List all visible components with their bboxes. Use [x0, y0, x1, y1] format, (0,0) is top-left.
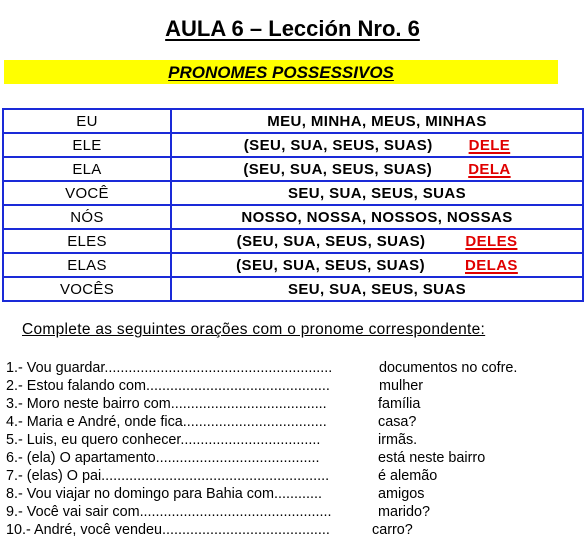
- list-item: [6, 485, 581, 503]
- subtitle: PRONOMES POSSESSIVOS: [168, 63, 394, 82]
- list-item: [6, 413, 581, 431]
- list-item: [6, 521, 581, 539]
- exercise-prompt: 3.- Moro neste bairro com.......................................: [6, 396, 327, 412]
- exercise-answer: mulher: [379, 378, 423, 394]
- forms-cell: [171, 109, 583, 133]
- subject-cell: ELES: [3, 229, 171, 253]
- exercise-prompt: 2.- Estou falando com..............................................: [6, 378, 330, 394]
- list-item: [6, 467, 581, 485]
- forms-text: MEU, MINHA, MEUS, MINHAS: [267, 112, 487, 130]
- forms-cell: [171, 229, 583, 253]
- exercise-prompt: 10.- André, você vendeu..........................................: [6, 522, 330, 538]
- page-title: AULA 6 – Lección Nro. 6: [165, 16, 420, 41]
- exercise-answer: está neste bairro: [378, 450, 486, 466]
- forms-text: (SEU, SUA, SEUS, SUAS): [236, 256, 425, 274]
- table-row: [3, 109, 583, 133]
- table-row: [3, 157, 583, 181]
- exercise-answer: amigos: [378, 486, 425, 502]
- forms-text: SEU, SUA, SEUS, SUAS: [287, 184, 467, 202]
- exercise-answer: documentos no cofre.: [379, 360, 518, 376]
- exercise-answer: família: [378, 396, 421, 412]
- forms-cell: [171, 133, 583, 157]
- pronoun-table: [2, 108, 584, 302]
- forms-text: SEU, SUA, SEUS, SUAS: [287, 280, 467, 298]
- exercise-prompt: 1.- Vou guardar.........................................................: [6, 360, 333, 376]
- extra-form: DELE: [468, 136, 511, 154]
- subtitle-banner: [4, 60, 558, 84]
- list-item: [6, 503, 581, 521]
- exercise-prompt: 6.- (ela) O apartamento.........................................: [6, 450, 320, 466]
- exercise-answer: marido?: [378, 504, 430, 520]
- forms-text: (SEU, SUA, SEUS, SUAS): [243, 160, 433, 178]
- subject-cell: NÓS: [3, 205, 171, 229]
- extra-form: DELA: [468, 160, 511, 178]
- forms-cell: [171, 253, 583, 277]
- subject-cell: ELE: [3, 133, 171, 157]
- table-row: [3, 253, 583, 277]
- forms-text: (SEU, SUA, SEUS, SUAS): [236, 232, 426, 250]
- subject-cell: ELAS: [3, 253, 171, 277]
- exercise-answer: casa?: [378, 414, 417, 430]
- exercise-prompt: 8.- Vou viajar no domingo para Bahia com............: [6, 486, 322, 502]
- exercise-prompt: 5.- Luis, eu quero conhecer...................................: [6, 432, 321, 448]
- table-row: [3, 205, 583, 229]
- exercise-prompt: 4.- Maria e André, onde fica....................................: [6, 414, 327, 430]
- forms-text: (SEU, SUA, SEUS, SUAS): [243, 136, 433, 154]
- forms-cell: [171, 205, 583, 229]
- list-item: [6, 359, 581, 377]
- list-item: [6, 431, 581, 449]
- forms-cell: [171, 157, 583, 181]
- extra-form: DELAS: [465, 256, 518, 274]
- list-item: [6, 449, 581, 467]
- list-item: [6, 377, 581, 395]
- instruction: Complete as seguintes orações com o pronome correspondente:: [22, 321, 486, 338]
- forms-cell: [171, 181, 583, 205]
- extra-form: DELES: [465, 232, 518, 250]
- subject-cell: ELA: [3, 157, 171, 181]
- exercise-answer: é alemão: [378, 468, 438, 484]
- forms-cell: [171, 277, 583, 301]
- exercise-list: [6, 359, 581, 539]
- table-row: [3, 181, 583, 205]
- exercise-answer: irmãs.: [378, 432, 418, 448]
- table-row: [3, 133, 583, 157]
- exercise-answer: carro?: [372, 522, 413, 538]
- table-row: [3, 229, 583, 253]
- subject-cell: EU: [3, 109, 171, 133]
- subject-cell: VOCÊS: [3, 277, 171, 301]
- subject-cell: VOCÊ: [3, 181, 171, 205]
- exercise-prompt: 9.- Você vai sair com................................................: [6, 504, 332, 520]
- exercise-prompt: 7.- (elas) O pai.........................................................: [6, 468, 330, 484]
- list-item: [6, 395, 581, 413]
- table-row: [3, 277, 583, 301]
- forms-text: NOSSO, NOSSA, NOSSOS, NOSSAS: [241, 208, 513, 226]
